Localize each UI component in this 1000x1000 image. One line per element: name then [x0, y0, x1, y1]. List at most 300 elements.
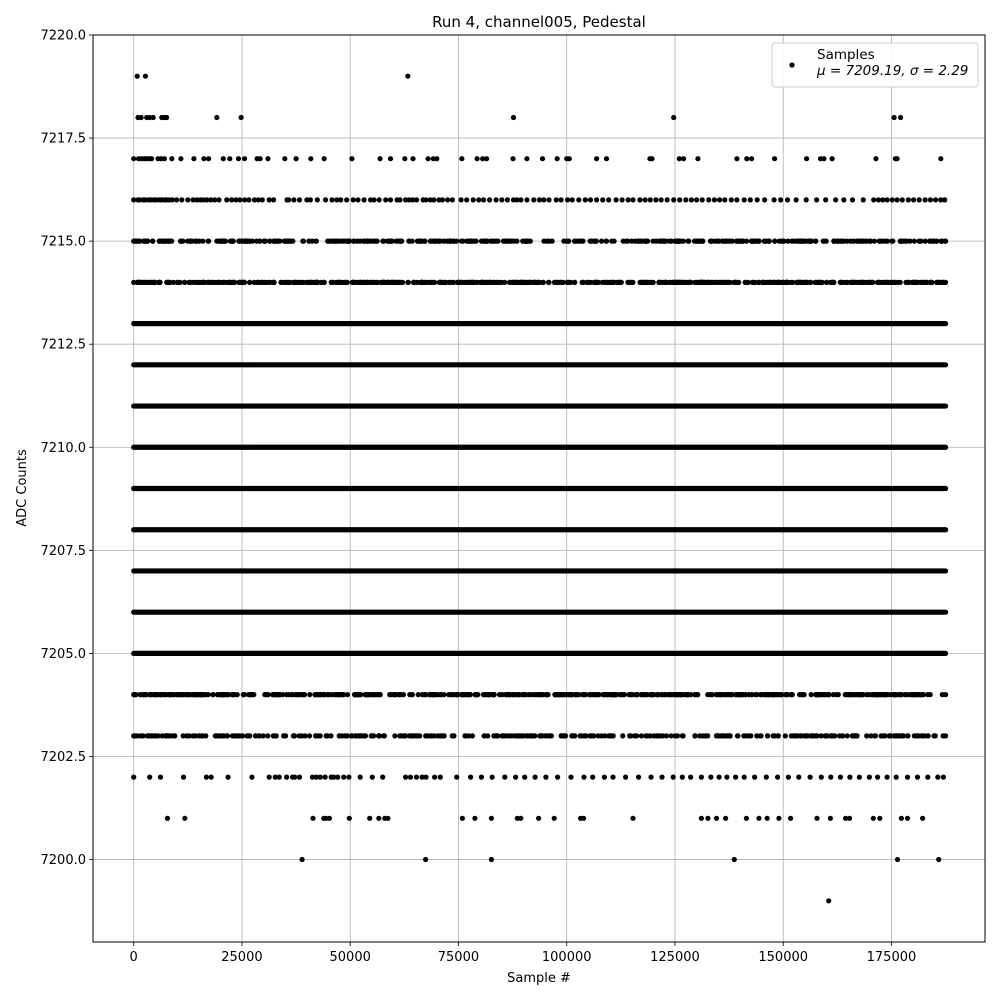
data-point	[164, 115, 169, 120]
data-point	[499, 197, 504, 202]
data-point	[907, 280, 912, 285]
data-point	[432, 775, 437, 780]
data-point	[859, 692, 864, 697]
data-point	[487, 197, 492, 202]
data-point	[543, 775, 548, 780]
data-point	[510, 156, 515, 161]
data-point	[191, 156, 196, 161]
data-point	[634, 733, 639, 738]
data-point	[336, 692, 341, 697]
data-point	[178, 239, 183, 244]
data-point	[894, 775, 899, 780]
data-point	[559, 197, 564, 202]
data-point	[252, 280, 257, 285]
data-point	[857, 775, 862, 780]
data-point	[905, 816, 910, 821]
data-point	[407, 239, 412, 244]
data-point	[688, 280, 693, 285]
data-point	[861, 197, 866, 202]
data-point	[808, 775, 813, 780]
data-point	[726, 692, 731, 697]
data-point	[742, 197, 747, 202]
data-point	[273, 239, 278, 244]
data-point	[139, 115, 144, 120]
data-point	[369, 733, 374, 738]
data-point	[557, 692, 562, 697]
data-point	[552, 816, 557, 821]
data-point	[720, 280, 725, 285]
data-point	[131, 733, 136, 738]
data-point	[917, 197, 922, 202]
data-point	[388, 197, 393, 202]
data-point	[851, 239, 856, 244]
y-tick-label: 7202.5	[40, 749, 86, 765]
data-point	[764, 775, 769, 780]
data-point	[608, 733, 613, 738]
data-point	[488, 280, 493, 285]
data-point	[581, 775, 586, 780]
data-point	[483, 239, 488, 244]
data-point	[713, 239, 718, 244]
data-point	[870, 692, 875, 697]
data-point	[830, 280, 835, 285]
data-point	[410, 156, 415, 161]
data-point	[419, 280, 424, 285]
data-point	[671, 775, 676, 780]
data-point	[814, 197, 819, 202]
data-point	[596, 733, 601, 738]
data-point	[830, 156, 835, 161]
data-point	[809, 692, 814, 697]
data-point	[345, 733, 350, 738]
data-point	[925, 775, 930, 780]
data-point	[290, 239, 295, 244]
data-point	[362, 197, 367, 202]
data-point	[739, 239, 744, 244]
data-point	[895, 156, 900, 161]
data-point	[847, 775, 852, 780]
data-point	[639, 733, 644, 738]
data-point	[402, 733, 407, 738]
data-point	[338, 197, 343, 202]
data-point	[875, 775, 880, 780]
data-point	[277, 692, 282, 697]
data-point	[329, 197, 334, 202]
data-point	[490, 775, 495, 780]
data-point	[680, 775, 685, 780]
data-point	[423, 775, 428, 780]
data-point	[262, 692, 267, 697]
data-point	[624, 239, 629, 244]
data-point	[260, 197, 265, 202]
data-point	[455, 692, 460, 697]
data-point	[407, 733, 412, 738]
data-point	[313, 733, 318, 738]
data-point	[798, 733, 803, 738]
data-point	[943, 239, 948, 244]
data-point	[294, 156, 299, 161]
data-point	[730, 239, 735, 244]
data-point	[411, 280, 416, 285]
data-point	[823, 197, 828, 202]
data-point	[887, 733, 892, 738]
data-point	[482, 733, 487, 738]
data-point	[494, 280, 499, 285]
data-point	[388, 156, 393, 161]
x-tick-label: 25000	[221, 950, 263, 965]
data-point	[941, 775, 946, 780]
data-point	[135, 74, 140, 79]
data-point	[320, 692, 325, 697]
data-point	[459, 280, 464, 285]
data-point	[414, 775, 419, 780]
data-point	[472, 816, 477, 821]
data-point	[700, 733, 705, 738]
y-tick-label: 7220.0	[40, 28, 86, 44]
data-point	[445, 197, 450, 202]
data-point	[237, 197, 242, 202]
data-point	[910, 692, 915, 697]
data-point	[576, 197, 581, 202]
data-point	[330, 280, 335, 285]
data-point	[291, 280, 296, 285]
data-point	[920, 816, 925, 821]
data-point	[254, 239, 259, 244]
data-point	[724, 775, 729, 780]
data-point	[277, 775, 282, 780]
data-point	[734, 197, 739, 202]
data-point	[466, 280, 471, 285]
data-point	[717, 775, 722, 780]
data-point	[654, 239, 659, 244]
data-point	[804, 156, 809, 161]
data-point	[225, 733, 230, 738]
data-point	[764, 280, 769, 285]
data-point	[714, 816, 719, 821]
data-point	[943, 280, 948, 285]
data-point	[131, 692, 136, 697]
data-point	[671, 197, 676, 202]
data-point	[626, 197, 631, 202]
data-point	[148, 280, 153, 285]
data-point	[653, 197, 658, 202]
data-point	[216, 280, 221, 285]
data-point	[431, 197, 436, 202]
data-point	[630, 197, 635, 202]
data-point	[460, 816, 465, 821]
data-point	[772, 156, 777, 161]
data-point	[175, 280, 180, 285]
data-point	[518, 816, 523, 821]
data-point	[841, 197, 846, 202]
data-point	[247, 692, 252, 697]
data-point	[300, 239, 305, 244]
data-point	[535, 280, 540, 285]
data-point	[398, 280, 403, 285]
data-point	[876, 280, 881, 285]
data-point	[181, 733, 186, 738]
data-point	[772, 197, 777, 202]
data-point	[363, 733, 368, 738]
data-point	[367, 816, 372, 821]
data-point	[454, 775, 459, 780]
data-point	[212, 280, 217, 285]
data-point	[889, 239, 894, 244]
data-point	[885, 775, 890, 780]
data-point	[885, 197, 890, 202]
data-point	[408, 775, 413, 780]
data-point	[681, 733, 686, 738]
data-point	[378, 156, 383, 161]
data-point	[315, 197, 320, 202]
data-point	[414, 197, 419, 202]
data-point	[629, 692, 634, 697]
data-point	[344, 197, 349, 202]
data-point	[572, 733, 577, 738]
data-point	[699, 816, 704, 821]
data-point	[841, 239, 846, 244]
data-point	[819, 692, 824, 697]
data-point	[540, 156, 545, 161]
data-point	[523, 239, 528, 244]
data-point	[554, 280, 559, 285]
data-point	[743, 280, 748, 285]
data-point	[507, 239, 512, 244]
data-point	[892, 115, 897, 120]
data-point	[352, 280, 357, 285]
data-point	[917, 239, 922, 244]
data-point	[226, 775, 231, 780]
data-point	[861, 280, 866, 285]
data-point	[680, 280, 685, 285]
data-point	[187, 733, 192, 738]
y-tick-label: 7200.0	[40, 853, 86, 869]
data-point	[202, 692, 207, 697]
data-point	[871, 197, 876, 202]
data-point	[245, 239, 250, 244]
data-point	[765, 816, 770, 821]
data-point	[204, 775, 209, 780]
data-point	[911, 197, 916, 202]
data-point	[239, 115, 244, 120]
data-point	[420, 692, 425, 697]
data-point	[286, 692, 291, 697]
data-point	[726, 733, 731, 738]
data-point	[405, 74, 410, 79]
data-point	[518, 197, 523, 202]
data-point	[505, 197, 510, 202]
data-point	[459, 156, 464, 161]
data-point	[600, 197, 605, 202]
data-point	[292, 775, 297, 780]
data-point	[345, 239, 350, 244]
data-point	[141, 280, 146, 285]
data-point	[147, 775, 152, 780]
data-point	[231, 280, 236, 285]
data-point	[729, 197, 734, 202]
x-tick-label: 150000	[758, 950, 809, 965]
data-point	[748, 197, 753, 202]
data-point	[673, 239, 678, 244]
data-point	[733, 775, 738, 780]
data-point	[776, 733, 781, 738]
data-point	[566, 239, 571, 244]
data-point	[833, 197, 838, 202]
data-point	[850, 197, 855, 202]
data-point	[578, 733, 583, 738]
data-point	[450, 280, 455, 285]
data-point	[131, 280, 136, 285]
data-point	[711, 280, 716, 285]
data-point	[131, 775, 136, 780]
data-point	[732, 857, 737, 862]
data-point	[588, 733, 593, 738]
data-point	[402, 156, 407, 161]
data-point	[473, 692, 478, 697]
data-point	[501, 239, 506, 244]
data-point	[301, 692, 306, 697]
data-point	[247, 280, 252, 285]
data-point	[808, 733, 813, 738]
data-point	[533, 775, 538, 780]
points-layer	[131, 74, 948, 904]
data-point	[236, 239, 241, 244]
data-point	[145, 733, 150, 738]
data-point	[778, 197, 783, 202]
data-point	[503, 733, 508, 738]
data-point	[594, 197, 599, 202]
data-point	[933, 197, 938, 202]
data-point	[349, 156, 354, 161]
data-point	[924, 280, 929, 285]
data-point	[239, 280, 244, 285]
data-point	[614, 197, 619, 202]
data-point	[628, 733, 633, 738]
data-point	[620, 733, 625, 738]
data-point	[639, 692, 644, 697]
data-point	[313, 239, 318, 244]
data-point	[346, 775, 351, 780]
data-point	[281, 733, 286, 738]
data-point	[514, 239, 519, 244]
data-point	[695, 156, 700, 161]
data-point	[249, 775, 254, 780]
data-point	[211, 692, 216, 697]
data-point	[791, 733, 796, 738]
x-tick-label: 50000	[329, 950, 371, 965]
data-point	[489, 857, 494, 862]
data-point	[761, 692, 766, 697]
data-point	[814, 816, 819, 821]
data-point	[642, 239, 647, 244]
data-point	[755, 197, 760, 202]
data-point	[474, 239, 479, 244]
data-point	[694, 239, 699, 244]
data-point	[865, 692, 870, 697]
data-point	[524, 156, 529, 161]
data-point	[481, 197, 486, 202]
data-point	[221, 156, 226, 161]
data-point	[744, 816, 749, 821]
data-point	[291, 733, 296, 738]
data-point	[938, 156, 943, 161]
data-point	[554, 197, 559, 202]
data-point	[489, 239, 494, 244]
data-point	[522, 692, 527, 697]
data-point	[705, 816, 710, 821]
data-point	[804, 197, 809, 202]
data-point	[659, 775, 664, 780]
data-point	[785, 239, 790, 244]
data-point	[903, 239, 908, 244]
data-point	[235, 692, 240, 697]
data-point	[636, 775, 641, 780]
data-point	[856, 239, 861, 244]
data-point	[588, 239, 593, 244]
data-point	[577, 239, 582, 244]
data-point	[307, 692, 312, 697]
data-point	[605, 280, 610, 285]
data-point	[464, 197, 469, 202]
data-point	[178, 156, 183, 161]
data-point	[934, 280, 939, 285]
x-tick-label: 0	[129, 950, 138, 965]
data-point	[828, 775, 833, 780]
data-point	[327, 816, 332, 821]
data-point	[628, 280, 633, 285]
data-point	[664, 733, 669, 738]
data-point	[735, 733, 740, 738]
data-point	[329, 692, 334, 697]
data-point	[376, 733, 381, 738]
data-point	[264, 280, 269, 285]
data-point	[700, 197, 705, 202]
data-point	[256, 733, 261, 738]
data-point	[630, 816, 635, 821]
data-point	[265, 733, 270, 738]
data-point	[845, 733, 850, 738]
data-point	[648, 197, 653, 202]
data-point	[322, 156, 327, 161]
data-point	[355, 239, 360, 244]
data-point	[381, 280, 386, 285]
data-point	[789, 692, 794, 697]
data-point	[765, 733, 770, 738]
data-point	[131, 239, 136, 244]
data-point	[935, 775, 940, 780]
data-point	[640, 280, 645, 285]
data-point	[437, 280, 442, 285]
data-point	[191, 280, 196, 285]
data-point	[610, 775, 615, 780]
data-point	[683, 197, 688, 202]
data-point	[758, 733, 763, 738]
data-point	[897, 733, 902, 738]
data-point	[476, 197, 481, 202]
data-point	[685, 239, 690, 244]
data-point	[743, 692, 748, 697]
legend-marker	[789, 62, 794, 67]
data-point	[436, 733, 441, 738]
data-point	[201, 156, 206, 161]
data-point	[797, 692, 802, 697]
data-point	[528, 692, 533, 697]
data-point	[834, 692, 839, 697]
data-point	[514, 733, 519, 738]
data-point	[780, 239, 785, 244]
data-point	[562, 733, 567, 738]
data-point	[502, 280, 507, 285]
